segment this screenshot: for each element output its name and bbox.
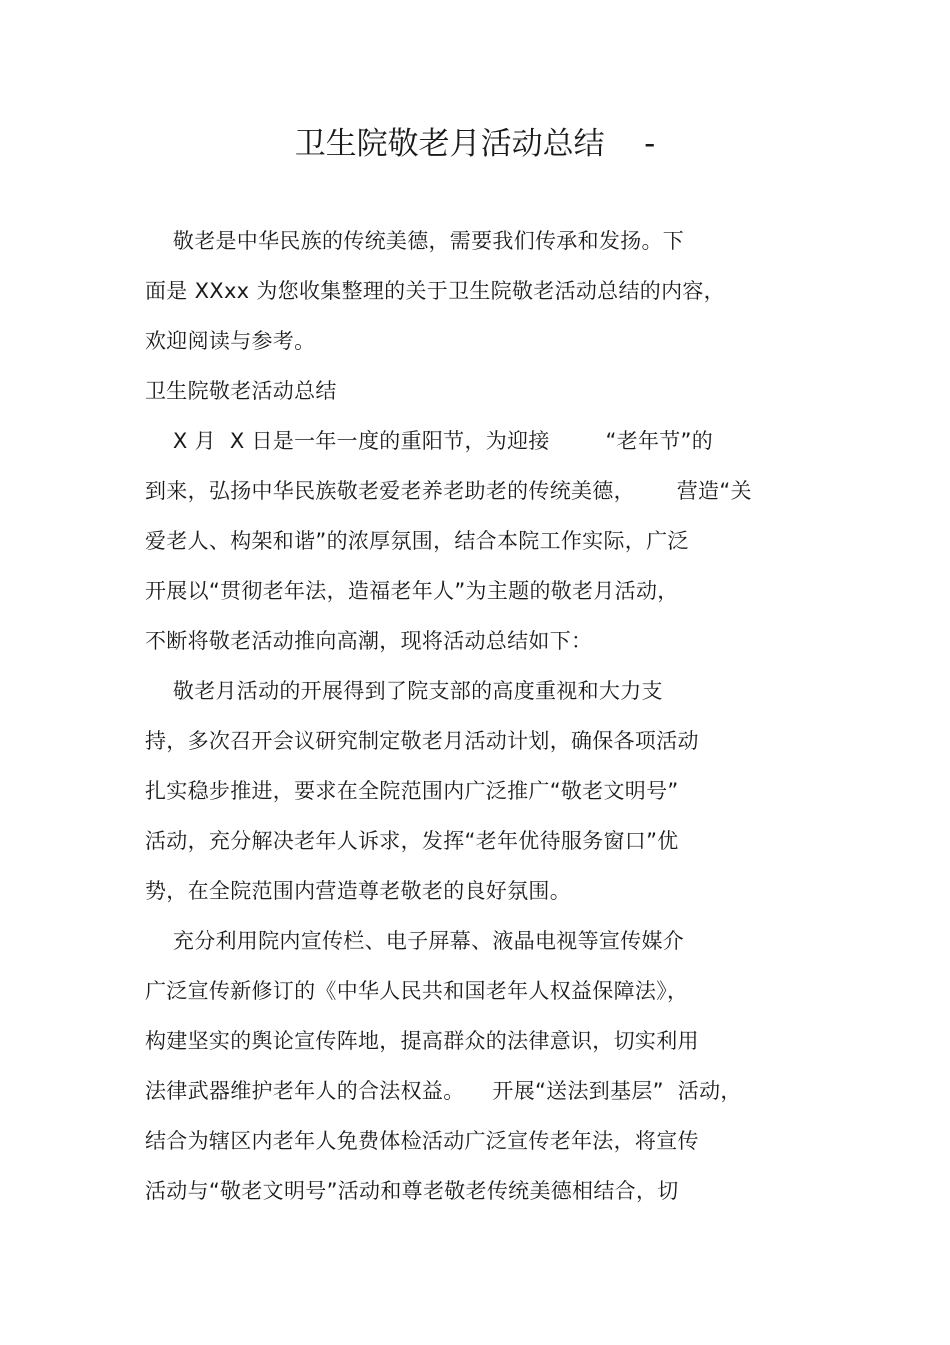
paragraph-line: 开展以“贯彻老年法，造福老年人”为主题的敬老月活动， xyxy=(145,579,679,603)
paragraph-line: 爱老人、构架和谐”的浓厚氛围，结合本院工作实际，广泛 xyxy=(145,529,689,553)
paragraph-line: 敬老月活动的开展得到了院支部的高度重视和大力支 xyxy=(145,679,663,703)
paragraph-line: 欢迎阅读与参考。 xyxy=(145,329,316,353)
paragraph-line: 充分利用院内宣传栏、电子屏幕、液晶电视等宣传媒介 xyxy=(145,929,685,953)
document-title: 卫生院敬老月活动总结 - xyxy=(294,126,656,162)
paragraph-line: 构建坚实的舆论宣传阵地，提高群众的法律意识，切实利用 xyxy=(145,1029,699,1053)
paragraph-line: 广泛宣传新修订的《中华人民共和国老年人权益保障法》， xyxy=(145,979,689,1003)
paragraph-line: 势，在全院范围内营造尊老敬老的良好氛围。 xyxy=(145,879,571,903)
paragraph-line: 面是 XXxx 为您收集整理的关于卫生院敬老活动总结的内容， xyxy=(145,279,725,303)
paragraph-line: 活动，充分解决老年人诉求，发挥“老年优待服务窗口”优 xyxy=(145,829,679,853)
paragraph-line: 持，多次召开会议研究制定敬老月活动计划，确保各项活动 xyxy=(145,729,699,753)
paragraph-line: 敬老是中华民族的传统美德，需要我们传承和发扬。下 xyxy=(145,229,685,253)
paragraph-line: 不断将敬老活动推向高潮，现将活动总结如下： xyxy=(145,629,593,653)
paragraph-line: 到来，弘扬中华民族敬老爱老养老助老的传统美德， 营造“关 xyxy=(145,479,752,503)
paragraph-line: 活动与“敬老文明号”活动和尊老敬老传统美德相结合，切 xyxy=(145,1179,679,1203)
section-heading: 卫生院敬老活动总结 xyxy=(145,379,337,403)
paragraph-line: 结合为辖区内老年人免费体检活动广泛宣传老年法，将宣传 xyxy=(145,1129,699,1153)
paragraph-line: X 月 X 日是一年一度的重阳节，为迎接 “老年节”的 xyxy=(145,429,714,453)
paragraph-line: 法律武器维护老年人的合法权益。 开展“送法到基层” 活动， xyxy=(145,1079,742,1103)
paragraph-line: 扎实稳步推进，要求在全院范围内广泛推广“敬老文明号” xyxy=(145,779,679,803)
